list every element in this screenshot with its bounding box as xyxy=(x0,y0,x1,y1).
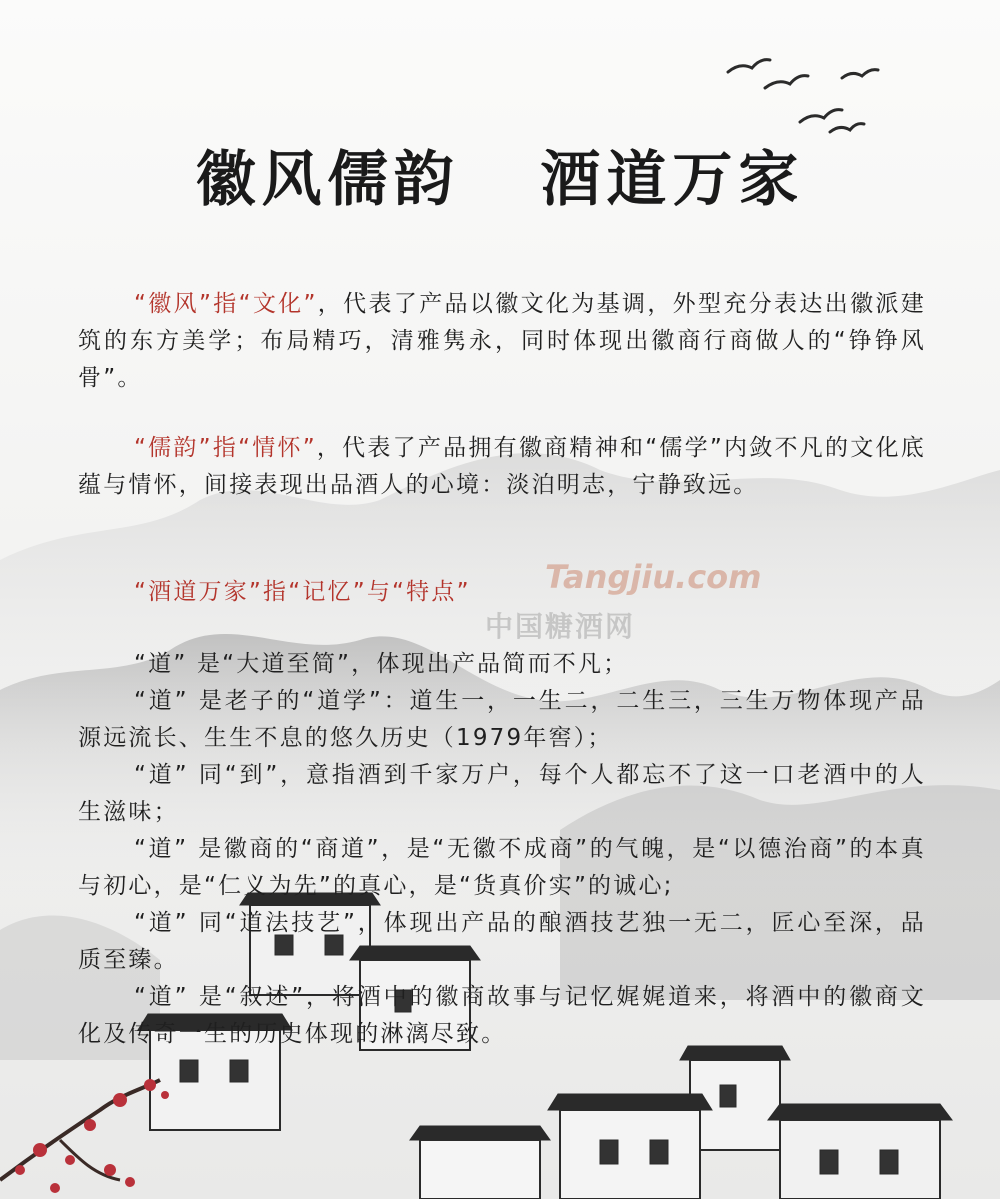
page-title: 徽风儒韵 酒道万家 xyxy=(195,145,805,215)
dao-item: “道” 是老子的“道学”：道生一，一生二，二生三，三生万物体现产品源远流长、生生不息的悠久历史（1979年窖）； xyxy=(78,688,926,751)
watermark-brand: Tangjiu.com xyxy=(545,558,762,596)
dao-item: “道” 是“叙述”，将酒中的徽商故事与记忆娓娓道来，将酒中的徽商文化及传奇一生的历史体现的淋漓尽致。 xyxy=(78,984,926,1047)
huifeng-body: ，代表了产品以徽文化为基调，外型充分表达出徽派建筑的东方美学；布局精巧，清雅隽永，同时体现出徽商行商做人的“铮铮风骨”。 xyxy=(78,291,926,391)
huifeng-heading: “徽风”指“文化” xyxy=(134,291,318,317)
dao-item: “道” 同“道法技艺”，体现出产品的酿酒技艺独一无二，匠心至深，品质至臻。 xyxy=(78,910,926,973)
ruyun-body: ，代表了产品拥有徽商精神和“儒学”内敛不凡的文化底蕴与情怀，间接表现出品酒人的心境：淡泊明志，宁静致远。 xyxy=(78,435,926,498)
dao-item: “道” 是徽商的“商道”，是“无徽不成商”的气魄，是“以德治商”的本真与初心，是“仁义为先”的真心，是“货真价实”的诚心; xyxy=(78,836,926,899)
dao-list xyxy=(78,646,926,1053)
dao-item: “道” 同“到”，意指酒到千家万户，每个人都忘不了这一口老酒中的人生滋味； xyxy=(78,762,926,825)
watermark-cn: 中国糖酒网 xyxy=(485,610,636,643)
ruyun-heading: “儒韵”指“情怀” xyxy=(134,435,317,461)
jiudao-heading: “酒道万家”指“记忆”与“特点” xyxy=(134,579,471,605)
paragraph-ruyun xyxy=(78,430,926,504)
dao-item: “道” 是“大道至简”，体现出产品简而不凡； xyxy=(134,651,629,677)
paragraph-huifeng xyxy=(78,286,926,397)
